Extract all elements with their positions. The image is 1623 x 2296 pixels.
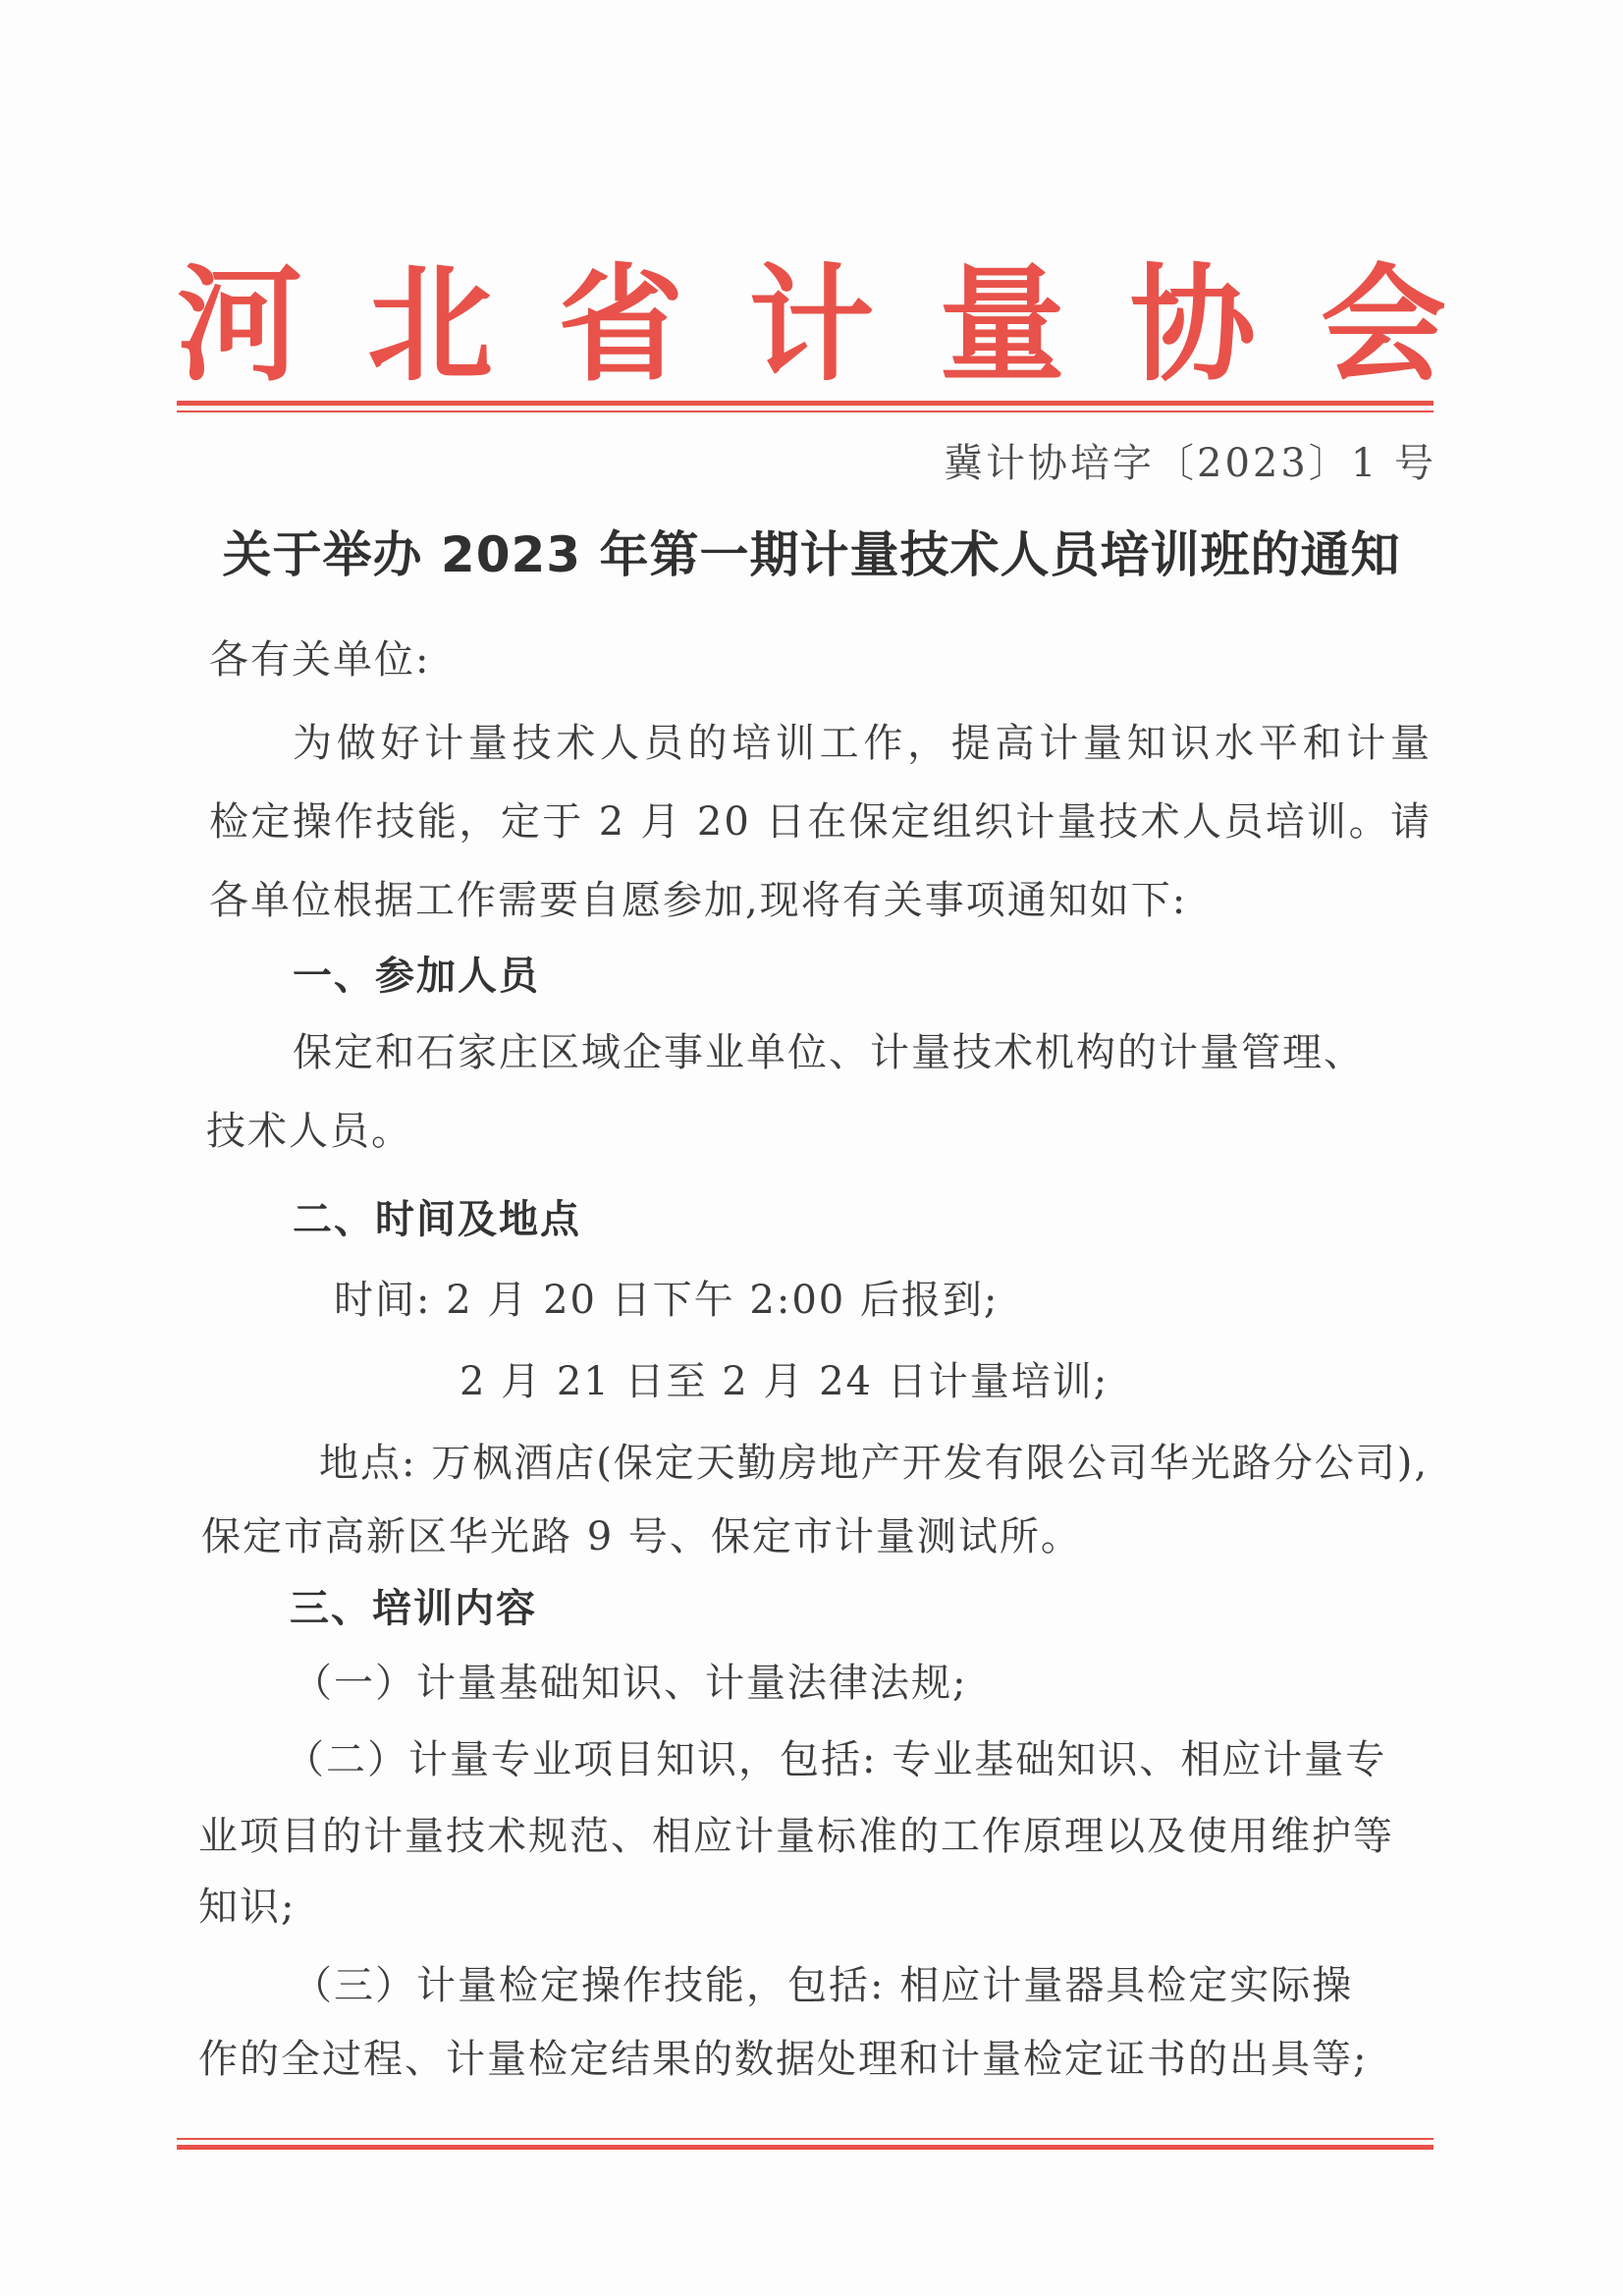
content-item: （三）计量检定操作技能，包括: 相应计量器具检定实际操 (293, 1963, 1354, 2008)
content-item: 作的全过程、计量检定结果的数据处理和计量检定证书的出具等; (198, 2037, 1369, 2082)
masthead-divider-thin (177, 410, 1434, 412)
footer-divider-thin (177, 2138, 1434, 2140)
masthead-char: 协 (1129, 252, 1256, 399)
place-line: 地点: 万枫酒店(保定天勤房地产开发有限公司华光路分公司), (319, 1441, 1430, 1486)
masthead-divider-thick (177, 401, 1434, 406)
content-item: 知识; (198, 1885, 297, 1930)
masthead-char: 会 (1320, 252, 1446, 399)
section-line: 保定和石家庄区域企事业单位、计量技术机构的计量管理、 (293, 1030, 1365, 1075)
time-line: 时间: 2 月 20 日下午 2:00 后报到; (334, 1278, 1000, 1323)
salutation: 各有关单位: (209, 637, 431, 683)
masthead-char: 计 (748, 252, 875, 399)
masthead-char: 量 (939, 252, 1065, 399)
masthead-char: 省 (558, 252, 684, 399)
section-heading: 一、参加人员 (293, 954, 540, 999)
content-item: （一）计量基础知识、计量法律法规; (293, 1661, 968, 1706)
masthead-char: 北 (367, 252, 494, 399)
masthead (177, 247, 1446, 405)
content-item: （二）计量专业项目知识，包括: 专业基础知识、相应计量专 (285, 1737, 1387, 1782)
content-item: 业项目的计量技术规范、相应计量标准的工作原理以及使用维护等 (198, 1814, 1394, 1859)
document-title: 关于举办 2023 年第一期计量技术人员培训班的通知 (222, 526, 1401, 583)
intro-line: 检定操作技能，定于 2 月 20 日在保定组织计量技术人员培训。请 (209, 799, 1432, 845)
masthead-char: 河 (177, 252, 303, 399)
intro-line: 各单位根据工作需要自愿参加,现将有关事项通知如下: (209, 878, 1188, 923)
section-heading: 二、时间及地点 (293, 1197, 581, 1242)
time-line: 2 月 21 日至 2 月 24 日计量培训; (460, 1359, 1109, 1404)
section-line: 技术人员。 (206, 1109, 412, 1154)
section-heading: 三、培训内容 (290, 1586, 537, 1631)
footer-divider-thick (177, 2145, 1434, 2150)
place-line: 保定市高新区华光路 9 号、保定市计量测试所。 (201, 1514, 1082, 1559)
document-number: 冀计协培字〔2023〕1 号 (944, 441, 1436, 486)
intro-line: 为做好计量技术人员的培训工作，提高计量知识水平和计量 (293, 721, 1432, 766)
